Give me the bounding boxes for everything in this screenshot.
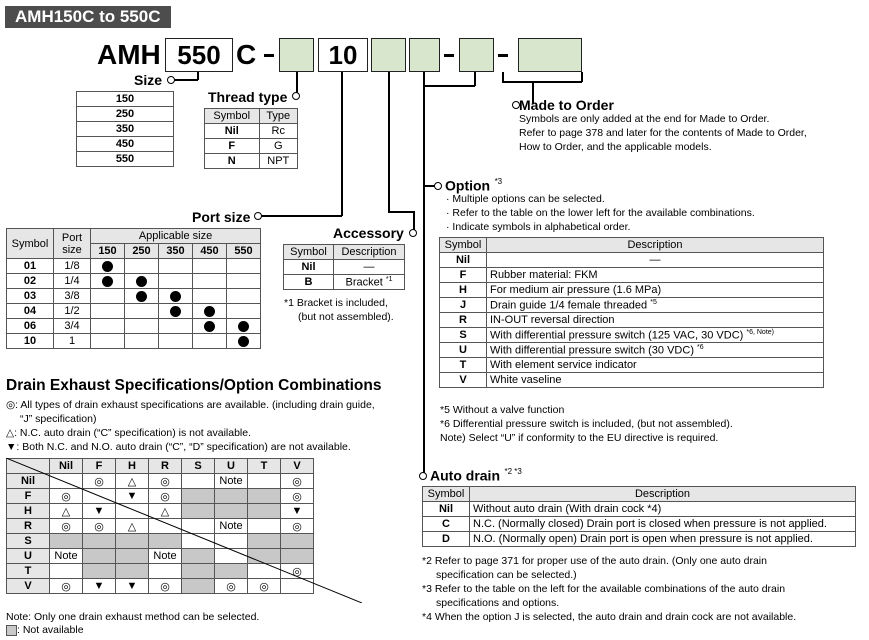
accessory-note: *1 Bracket is included, (but not assembled). <box>284 297 394 323</box>
availability-dot <box>238 321 249 332</box>
option-footnotes: *5 Without a valve function *6 Differential pressure switch is included, (but not assembled). Note) Select “U” if conformity to the EU directive is required. <box>440 404 733 444</box>
thread-box <box>279 38 314 72</box>
dash-3 <box>498 54 508 57</box>
size-value: 150 <box>77 92 174 107</box>
option-box <box>409 38 440 72</box>
port-label: Port size <box>192 209 251 225</box>
page-title: AMH150C to 550C <box>5 6 171 28</box>
combo-row: Nil ◎ △ ◎ Note ◎ <box>7 474 314 489</box>
thread-table: Symbol Type Nil Rc F G N NPT <box>204 108 298 169</box>
mto-label: Made to Order <box>519 97 614 113</box>
auto-drain-table: Symbol Description Nil Without auto drain (With drain cock *4) C N.C. (Normally closed) Drain port is closed when pressure is not applied. D N.O. (Normally open) Drain port is open when pressure is not applied. <box>422 486 856 547</box>
option-row: Nil — <box>440 253 824 268</box>
option-row: F Rubber material: FKM <box>440 268 824 283</box>
combo-row: R ◎ ◎ △ Note ◎ <box>7 519 314 534</box>
port-row: 06 3/4 <box>7 319 261 334</box>
availability-dot <box>170 306 181 317</box>
size-value: 450 <box>77 137 174 152</box>
availability-dot <box>102 276 113 287</box>
port-row: 03 3/8 <box>7 289 261 304</box>
combo-row: F ◎ ▼ ◎ ◎ <box>7 489 314 504</box>
size-label: Size <box>134 72 163 88</box>
availability-dot <box>102 261 113 272</box>
combo-row: U Note Note <box>7 549 314 564</box>
mto-box <box>518 38 582 72</box>
dash-1 <box>264 54 274 57</box>
availability-dot <box>136 291 147 302</box>
drain-spec-legend: ◎: All types of drain exhaust specifications are available. (including drain guide, “J” specification) △: N.C. auto drain (“C” specification) is not available. ▼: Both N.C. and N.O. auto drain (“C”, “D” specification) are not available. <box>6 399 375 453</box>
accessory-table: Symbol Description Nil — B Bracket $^{*1}$ <box>283 244 405 290</box>
option-notes: · Multiple options can be selected. · Refer to the table on the lower left for the available combinations. · Indicate symbols in alphabetical order. <box>446 193 755 233</box>
combo-row: H △ ▼ △ ▼ <box>7 504 314 519</box>
option-row: T With element service indicator <box>440 358 824 373</box>
accessory-box <box>371 38 406 72</box>
auto-drain-box <box>459 38 494 72</box>
port-row: 01 1/8 <box>7 259 261 274</box>
auto-drain-label: Auto drain $^{*2 *3}$ <box>430 467 522 484</box>
size-value: 550 <box>77 152 174 167</box>
option-row: U With differential pressure switch (30 VDC) $^{*6}$ <box>440 343 824 358</box>
model-port-box: 10 <box>318 38 368 72</box>
model-series: C <box>236 39 257 70</box>
option-table: Symbol Description Nil — F Rubber material: FKM H For medium air pressure (1.6 MPa) J Drain guide 1/4 female threaded $^{*5}$ R IN-OUT reversal direction S With differential pressure switch (125 VAC, 30 VDC) $^{*6, Note)}$ U With differential pressure switch (30 VDC) $^{*6}$ T With element service indicator V White vaseline <box>439 237 824 388</box>
drain-spec-title: Drain Exhaust Specifications/Option Combinations <box>6 377 382 394</box>
drain-spec-footer: Note: Only one drain exhaust method can be selected. <box>6 611 260 623</box>
port-row: 10 1 <box>7 334 261 349</box>
accessory-label: Accessory <box>333 225 404 241</box>
option-row: H For medium air pressure (1.6 MPa) <box>440 283 824 298</box>
availability-dot <box>136 276 147 287</box>
port-row: 04 1/2 <box>7 304 261 319</box>
auto-drain-notes: *2 Refer to page 371 for proper use of the auto drain. (Only one auto drain specification can be selected.) *3 Refer to the table on the left for the available combinations of the auto drain specifications and options. *4 When the option J is selected, the auto drain and drain cock are not available. <box>422 555 797 623</box>
availability-dot <box>204 321 215 332</box>
size-table <box>76 91 174 167</box>
availability-dot <box>204 306 215 317</box>
port-row: 02 1/4 <box>7 274 261 289</box>
combo-table: Nil F H R S U T V Nil ◎ △ ◎ Note ◎ F ◎ ▼ ◎ ◎ H △ ▼ △ ▼ R ◎ ◎ △ Note ◎ S U Note Note T ◎ V ◎ ▼ ▼ ◎ ◎ ◎ <box>6 458 314 594</box>
model-prefix: AMH <box>97 39 161 70</box>
combo-row: S <box>7 534 314 549</box>
size-value: 250 <box>77 107 174 122</box>
thread-label: Thread type <box>208 89 288 105</box>
model-size-box: 550 <box>165 38 233 72</box>
option-row: R IN-OUT reversal direction <box>440 313 824 328</box>
availability-dot <box>238 336 249 347</box>
na-legend: : Not available <box>6 623 84 637</box>
port-table: Symbol Port size Applicable size 150 250 350 450 550 01 1/8 02 1/4 03 3/8 04 1/2 06 3/4 10 1 <box>6 228 261 349</box>
option-row: S With differential pressure switch (125 VAC, 30 VDC) $^{*6, Note)}$ <box>440 328 824 343</box>
option-row: J Drain guide 1/4 female threaded $^{*5}$ <box>440 298 824 313</box>
combo-row: V ◎ ▼ ▼ ◎ ◎ ◎ <box>7 579 314 594</box>
size-value: 350 <box>77 122 174 137</box>
mto-notes: Symbols are only added at the end for Made to Order. Refer to page 378 and later for the contents of Made to Order, How to Order, and the applicable models. <box>519 113 807 153</box>
combo-row: T ◎ <box>7 564 314 579</box>
option-label: Option $^{*3}$ <box>445 177 503 194</box>
combo-diagonal <box>6 458 362 603</box>
availability-dot <box>170 291 181 302</box>
option-row: V White vaseline <box>440 373 824 388</box>
dash-2 <box>444 54 454 57</box>
